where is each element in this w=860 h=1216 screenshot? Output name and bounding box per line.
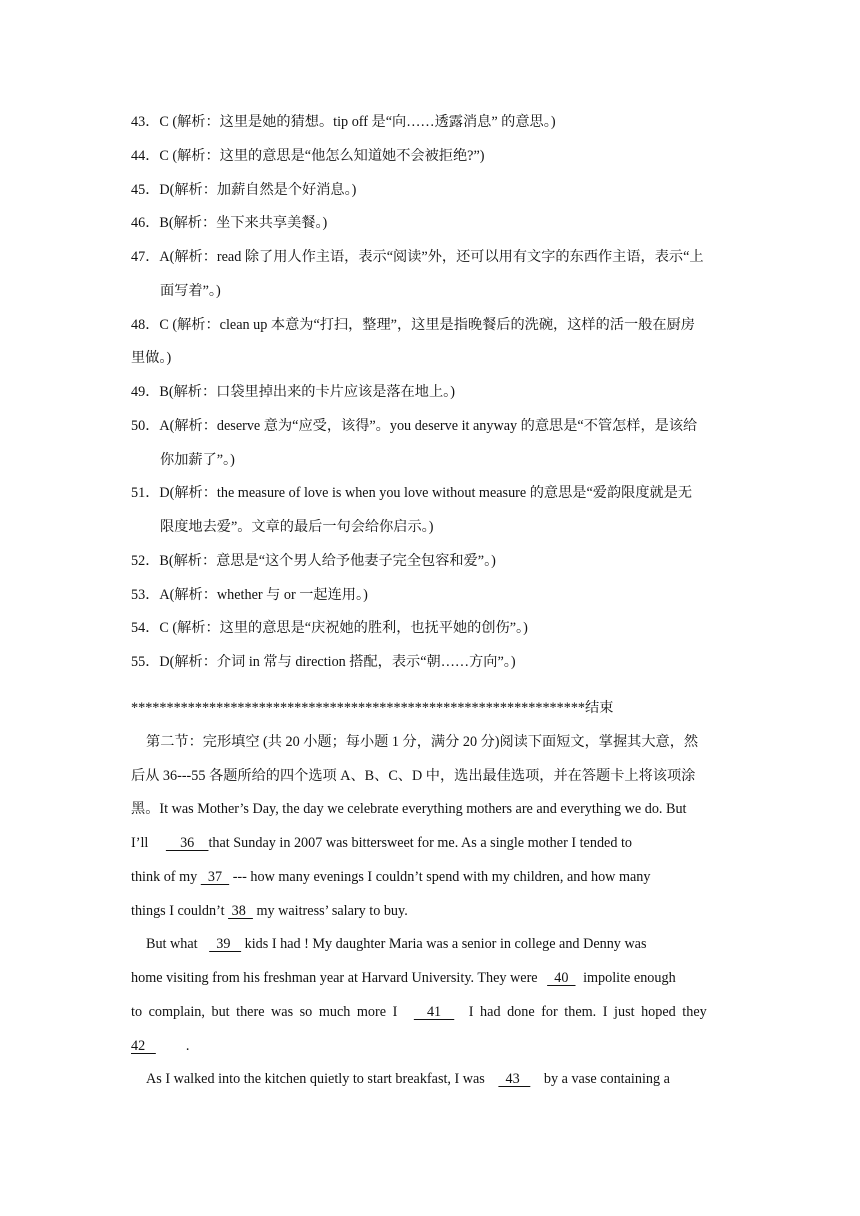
answer-48-continuation: 里做。) [131, 350, 172, 366]
answer-46: 46．B(解析：坐下来共享美餐。) [131, 215, 328, 231]
passage-line-43 [146, 1069, 746, 1089]
answer-47-continuation: 面写着”。) [160, 283, 221, 299]
answer-47: 47．A(解析：read 除了用人作主语，表示“阅读”外，还可以用有文字的东西作主语，表示“上 [131, 249, 704, 265]
text-segment: things I couldn’t [131, 903, 229, 919]
answer-50-continuation: 你加薪了”。) [160, 452, 235, 468]
text-segment: think of my [131, 869, 201, 885]
passage-line-41 [131, 1002, 731, 1022]
answer-51-continuation: 限度地去爱”。文章的最后一句会给你启示。) [160, 519, 434, 535]
answer-48: 48．C (解析：clean up 本意为“打扫，整理”，这里是指晚餐后的洗碗，这样的活一般在厨房 [131, 317, 695, 333]
blank-39: 39 [209, 936, 242, 952]
answer-54: 54．C (解析：这里的意思是“庆祝她的胜利，也抚平她的创伤”。) [131, 620, 528, 636]
answer-44: 44．C (解析：这里的意思是“他怎么知道她不会被拒绝?”) [131, 148, 485, 164]
blank-41: 41 [413, 1004, 455, 1020]
passage-line-42 [131, 1036, 731, 1056]
blank-40: 40 [547, 970, 576, 986]
blank-43: 43 [498, 1071, 531, 1087]
answer-50: 50．A(解析：deserve 意为“应受，该得”。you deserve it anyway 的意思是“不管怎样，是该给 [131, 418, 698, 434]
text-segment: to complain, but there was so much more I [131, 1004, 398, 1020]
blank-38: 38 [228, 903, 253, 919]
passage-line-40 [131, 968, 731, 988]
blank-36: 36 [165, 835, 209, 851]
section-divider: ****************************************************************结束 [131, 700, 614, 716]
text-segment: home visiting from his freshman year at Harvard University. They were [131, 970, 538, 986]
passage-line-38 [131, 901, 731, 921]
passage-line-36 [131, 833, 731, 853]
text-segment: As I walked into the kitchen quietly to start breakfast, I was [146, 1071, 485, 1087]
passage-intro-line1: 第二节：完形填空 (共 20 小题；每小题 1 分，满分 20 分)阅读下面短文，掌握其大意，然 [146, 734, 699, 750]
text-segment: impolite enough [583, 970, 676, 986]
text-segment: my waitress’ salary to buy. [252, 903, 408, 919]
text-segment: But what [146, 936, 202, 952]
answer-49: 49．B(解析：口袋里掉出来的卡片应该是落在地上。) [131, 384, 455, 400]
text-segment: by a vase containing a [543, 1071, 670, 1087]
passage-intro-line3: 黑。It was Mother’s Day, the day we celebrate everything mothers are and everything we do. But [131, 801, 687, 817]
text-segment: that Sunday in 2007 was bittersweet for me. As a single mother I tended to [208, 835, 633, 851]
answer-43: 43．C (解析：这里是她的猜想。tip off 是“向……透露消息” 的意思。) [131, 114, 556, 130]
text-segment: I’ll [131, 835, 152, 851]
blank-37: 37 [200, 869, 230, 885]
passage-line-39 [146, 934, 746, 954]
answer-45: 45．D(解析：加薪自然是个好消息。) [131, 182, 357, 198]
answer-52: 52．B(解析：意思是“这个男人给予他妻子完全包容和爱”。) [131, 553, 496, 569]
answer-53: 53．A(解析：whether 与 or 一起连用。) [131, 587, 368, 603]
text-segment: . [185, 1038, 190, 1054]
text-segment: kids I had ! My daughter Maria was a senior in college and Denny was [241, 936, 647, 952]
blank-42: 42 [131, 1038, 156, 1054]
text-segment: --- how many evenings I couldn’t spend with my children, and how many [229, 869, 651, 885]
text-segment: I had done for them. I just hoped they [468, 1004, 707, 1020]
answer-51: 51．D(解析：the measure of love is when you love without measure 的意思是“爱韵限度就是无 [131, 485, 693, 501]
passage-intro-line2: 后从 36---55 各题所给的四个选项 A、B、C、D 中，选出最佳选项，并在答题卡上将该项涂 [131, 768, 696, 784]
passage-line-37 [131, 867, 731, 887]
answer-55: 55．D(解析：介词 in 常与 direction 搭配，表示“朝……方向”。) [131, 654, 516, 670]
